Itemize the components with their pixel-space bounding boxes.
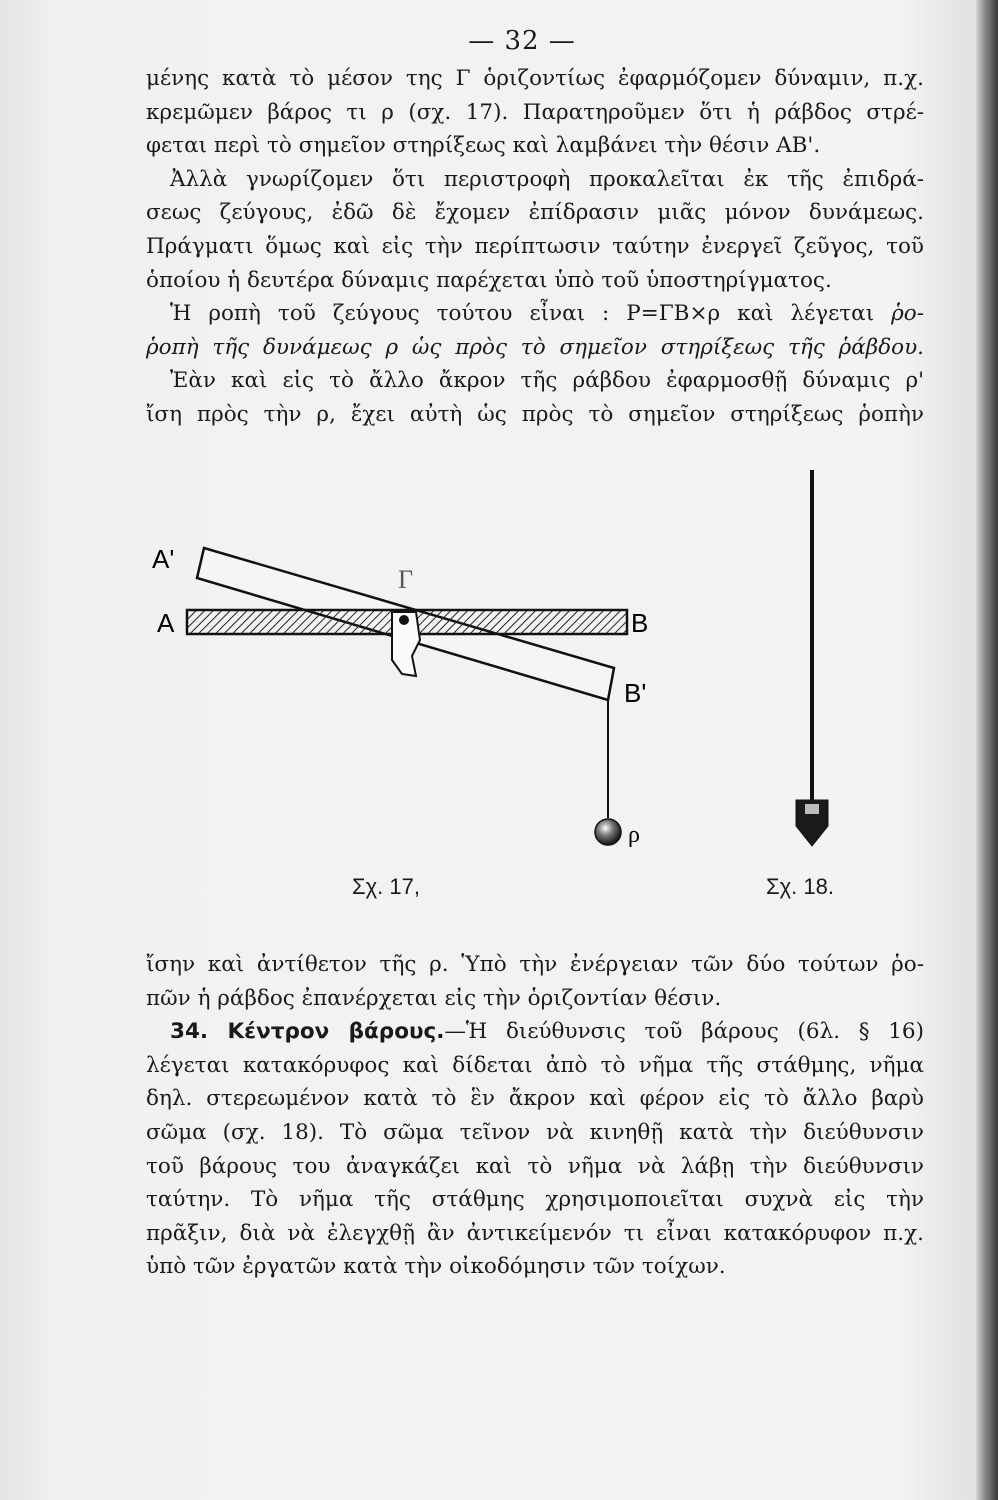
text-line: ἴσην καὶ ἀντίθετον τῆς ρ. Ὑπὸ τὴν ἐνέργειαν τῶν δύο τούτων ῥο- [146,952,924,977]
text-line: μένης κατὰ τὸ μέσον της Γ ὁριζοντίως ἐφαρμόζομεν δύναμιν, π.χ. [146,66,924,91]
text-line: σεως ζεύγους, ἐδῶ δὲ ἔχομεν ἐπίδρασιν μιᾶς μόνον δυνάμεως. [146,200,924,226]
text-line: ταύτην. Τὸ νῆμα τῆς στάθμης χρησιμοποιεῖται συχνὰ εἰς τὴν [146,1187,924,1213]
text-line: ἴση πρὸς τὴν ρ, ἔχει αὐτὴ ὡς πρὸς τὸ σημεῖον στηρίξεως ῥοπὴν [146,401,924,427]
page-number: — 32 — [468,26,576,56]
text-line: ὁποίου ἡ δευτέρα δύναμις παρέχεται ὑπὸ τοῦ ὑποστηρίγματος. [146,267,832,293]
figure-18-plumb-line [796,470,828,846]
text-line: λέγεται κατακόρυφος καὶ δίδεται ἀπὸ τὸ νῆμα τῆς στάθμης, νῆμα [146,1052,924,1078]
weight-ball-icon [595,819,621,845]
label-a: Α [157,608,175,638]
section-first-line: —Ἡ διεύθυνσις τοῦ βάρους (6λ. § 16) [444,1019,924,1045]
pivot-pin [399,615,409,625]
text-line-italic: ῥοπὴ τῆς δυνάμεως ρ ὡς πρὸς τὸ σημεῖον στηρίξεως τῆς ῥάβδου. [146,334,924,360]
text-line: πῶν ἡ ράβδος ἐπανέρχεται εἰς τὴν ὁριζοντίαν θέσιν. [146,985,722,1011]
label-b: Β [631,608,649,638]
label-rho: ρ [628,822,640,848]
section-title: 34. Κέντρον βάρους. [170,1019,445,1045]
text-line: φεται περὶ τὸ σημεῖον στηρίξεως καὶ λαμβάνει τὴν θέσιν ΑΒ'. [146,133,821,159]
figure-17-caption: Σχ. 17, [352,874,420,899]
text-line: πρᾶξιν, διὰ νὰ ἐλεγχθῇ ἂν ἀντικείμενόν τι εἶναι κατακόρυφον π.χ. [146,1220,924,1246]
label-gamma: Γ [398,565,414,594]
figure-17-lever [152,544,648,848]
text-line: σῶμα (σχ. 18). Τὸ σῶμα τεῖνον νὰ κινηθῇ κατὰ τὴν διεύθυνσιν [146,1119,924,1145]
plumb-bob-highlight [805,804,819,814]
section-heading-line [146,1015,924,1049]
label-b-prime: Β' [624,678,647,708]
bottom-paragraphs [146,948,924,1284]
italic-fragment: ῥο- [891,301,924,327]
text-line: Ἐὰν καὶ εἰς τὸ ἄλλο ἄκρον τῆς ράβδου ἐφαρμοσθῇ δύναμις ρ' [170,368,924,394]
text-line: τοῦ βάρους του ἀναγκάζει καὶ τὸ νῆμα νὰ λάβῃ τὴν διεύθυνσιν [146,1153,924,1179]
text-line: Ἀλλὰ γνωρίζομεν ὅτι περιστροφὴ προκαλεῖται ἐκ τῆς ἐπιδρά- [170,166,924,192]
text-line: κρεμῶμεν βάρος τι ρ (σχ. 17). Παρατηροῦμεν ὅτι ἡ ράβδος στρέ- [146,99,924,125]
text-line: δηλ. στερεωμένον κατὰ τὸ ἓν ἄκρον καὶ φέρον εἰς τὸ ἄλλο βαρὺ [146,1086,924,1112]
label-a-prime: Α' [152,544,175,574]
text-fragment: Ἡ ροπὴ τοῦ ζεύγους τούτου εἶναι : Ρ=ΓΒ×ρ καὶ λέγεται [170,301,875,327]
figure-18-caption: Σχ. 18. [766,874,834,899]
text-line: ὑπὸ τῶν ἐργατῶν κατὰ τὴν οἰκοδόμησιν τῶν τοίχων. [146,1254,726,1280]
text-line: Πράγματι ὅμως καὶ εἰς τὴν περίπτωσιν ταύτην ἐνεργεῖ ζεῦγος, τοῦ [146,233,924,259]
